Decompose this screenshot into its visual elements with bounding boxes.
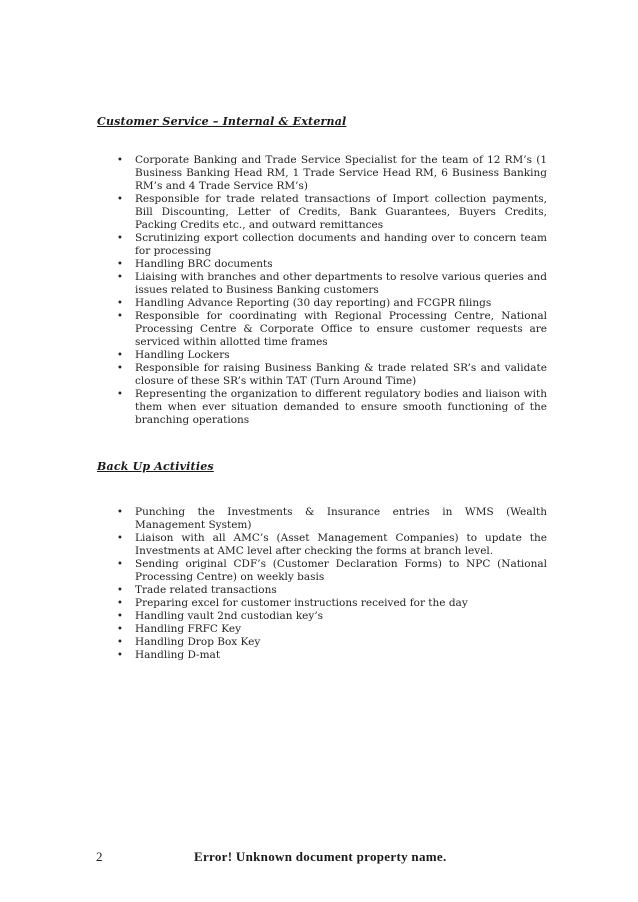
bullet-icon: • (117, 585, 123, 596)
list-item (97, 558, 547, 584)
list-item-text: Preparing excel for customer instructions received for the day (135, 597, 468, 609)
list-item-text: Responsible for trade related transactions of Import collection payments, Bill Discounting, Letter of Credits, Bank Guarantees, Buyers Credits, Packing Credits etc., and outward remittances (135, 193, 547, 231)
backup-activities-section (97, 460, 547, 662)
list-item (97, 232, 547, 258)
bullet-list (97, 154, 547, 427)
list-item (97, 271, 547, 297)
list-item-text: Trade related transactions (135, 584, 277, 596)
bullet-icon: • (117, 624, 123, 635)
bullet-icon: • (117, 507, 123, 518)
bullet-icon: • (117, 194, 123, 205)
list-item-text: Handling Drop Box Key (135, 636, 261, 648)
list-item-text: Sending original CDF’s (Customer Declaration Forms) to NPC (National Processing Centre) on weekly basis (135, 558, 547, 583)
bullet-icon: • (117, 598, 123, 609)
bullet-icon: • (117, 155, 123, 166)
bullet-icon: • (117, 272, 123, 283)
list-item (97, 362, 547, 388)
bullet-icon: • (117, 650, 123, 661)
list-item (97, 388, 547, 427)
list-item (97, 623, 547, 636)
list-item-text: Liaison with all AMC’s (Asset Management Companies) to update the Investments at AMC level after checking the forms at branch level. (135, 532, 547, 557)
list-item (97, 154, 547, 193)
list-item-text: Responsible for raising Business Banking & trade related SR’s and validate closure of these SR’s within TAT (Turn Around Time) (135, 362, 547, 387)
list-item-text: Handling Advance Reporting (30 day reporting) and FCGPR filings (135, 297, 492, 309)
footer-text: Error! Unknown document property name. (194, 849, 447, 864)
list-item-text: Handling BRC documents (135, 258, 273, 270)
list-item (97, 297, 547, 310)
bullet-icon: • (117, 637, 123, 648)
list-item (97, 532, 547, 558)
list-item (97, 506, 547, 532)
list-item-text: Liaising with branches and other departments to resolve various queries and issues related to Business Banking customers (135, 271, 547, 296)
bullet-icon: • (117, 233, 123, 244)
bullet-icon: • (117, 611, 123, 622)
list-item-text: Responsible for coordinating with Regional Processing Centre, National Processing Centre & Corporate Office to ensure customer requests are serviced within allotted time frames (135, 310, 547, 348)
list-item (97, 193, 547, 232)
list-item (97, 258, 547, 271)
bullet-icon: • (117, 311, 123, 322)
bullet-icon: • (117, 298, 123, 309)
bullet-list (97, 506, 547, 662)
list-item (97, 649, 547, 662)
section-heading: Customer Service – Internal & External (97, 115, 347, 128)
bullet-icon: • (117, 533, 123, 544)
list-item (97, 636, 547, 649)
customer-service-section (97, 115, 547, 427)
section-heading: Back Up Activities (97, 460, 214, 473)
list-item-text: Handling Lockers (135, 349, 230, 361)
list-item-text: Handling FRFC Key (135, 623, 241, 635)
bullet-icon: • (117, 559, 123, 570)
list-item-text: Handling D-mat (135, 649, 221, 661)
bullet-icon: • (117, 350, 123, 361)
list-item (97, 584, 547, 597)
bullet-icon: • (117, 259, 123, 270)
list-item (97, 349, 547, 362)
list-item (97, 610, 547, 623)
list-item-text: Scrutinizing export collection documents and handing over to concern team for processing (135, 232, 547, 257)
list-item (97, 310, 547, 349)
bullet-icon: • (117, 363, 123, 374)
list-item-text: Corporate Banking and Trade Service Specialist for the team of 12 RM’s (1 Business Banking Head RM, 1 Trade Service Head RM, 6 Business Banking RM’s and 4 Trade Service RM’s) (135, 154, 547, 192)
page-number: 2 (96, 849, 103, 864)
list-item-text: Punching the Investments & Insurance entries in WMS (Wealth Management System) (135, 506, 547, 531)
list-item-text: Handling vault 2nd custodian key’s (135, 610, 324, 622)
bullet-icon: • (117, 389, 123, 400)
list-item (97, 597, 547, 610)
list-item-text: Representing the organization to different regulatory bodies and liaison with them when ever situation demanded to ensure smooth functioning of the branching operations (135, 388, 547, 426)
